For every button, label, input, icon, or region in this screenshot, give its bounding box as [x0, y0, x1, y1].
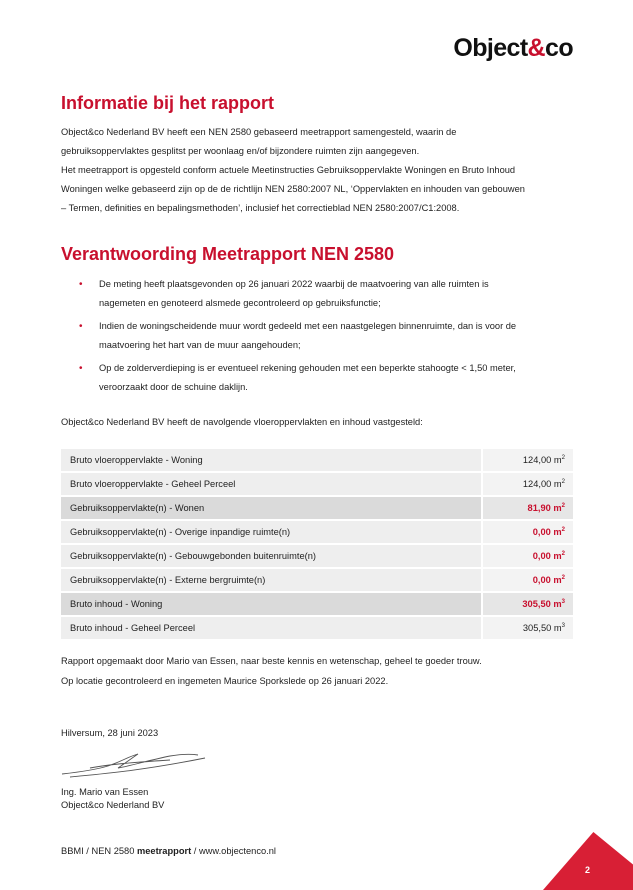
page-number: 2 — [584, 865, 590, 875]
row-value: 124,00 $m^2$ — [481, 473, 573, 495]
info-paragraph-1: Object&co Nederland BV heeft een NEN 2580 gebaseerd meetrapport samengesteld, waarin de gebruiksoppervlaktes gesplitst per woonlaag en/of bijzondere ruimten zijn aangegeven. — [61, 127, 457, 156]
page-footer: BBMI / NEN 2580 meetrapport / www.objectenco.nl — [61, 846, 276, 856]
row-value: 305,50 $m^3$ — [481, 617, 573, 639]
table-intro: Object&co Nederland BV heeft de navolgende vloeroppervlakten en inhoud vastgesteld: — [61, 417, 423, 427]
row-label: Bruto vloeroppervlakte - Geheel Perceel — [61, 473, 481, 495]
signatory-company: Object&co Nederland BV — [61, 800, 165, 810]
corner-decoration — [543, 832, 633, 890]
bullet-icon: • — [79, 321, 83, 332]
row-value: 0,00 $m^2$ — [481, 521, 573, 543]
table-row — [61, 545, 573, 567]
row-label: Gebruiksoppervlakte(n) - Externe bergruimte(n) — [61, 569, 481, 591]
info-paragraph-2: Het meetrapport is opgesteld conform actuele Meetinstructies Gebruiksoppervlakte Woningen en Bruto Inhoud Woningen welke gebaseerd zijn op de de richtlijn NEN 2580:2007 NL, ‘Oppervlakten en inhouden van gebouwen – Termen, definities en bepalingsmethoden’, inclusief het correctieblad NEN 2580:2007/C1:2008. — [61, 165, 525, 213]
row-label: Gebruiksoppervlakte(n) - Overige inpandige ruimte(n) — [61, 521, 481, 543]
bullet-icon: • — [79, 279, 83, 290]
row-label: Bruto vloeroppervlakte - Woning — [61, 449, 481, 471]
row-value: 124,00 $m^2$ — [481, 449, 573, 471]
section-title-verantwoording: Verantwoording Meetrapport NEN 2580 — [61, 244, 395, 264]
company-logo: Object&co — [453, 34, 573, 62]
row-value: 0,00 $m^2$ — [481, 569, 573, 591]
table-row — [61, 593, 573, 615]
row-value: 0,00 $m^2$ — [481, 545, 573, 567]
bullet-icon: • — [79, 363, 83, 374]
section-title-info: Informatie bij het rapport — [61, 93, 275, 113]
row-label: Bruto inhoud - Woning — [61, 593, 481, 615]
row-value: 305,50 $m^3$ — [481, 593, 573, 615]
place-date: Hilversum, 28 juni 2023 — [61, 728, 159, 738]
bullet-item: • Op de zolderverdieping is er eventueel rekening gehouden met een beperkte stahoogte < 1,50 meter, veroorzaakt door de schuine daklijn. — [61, 359, 531, 397]
closing-line-1: Rapport opgemaakt door Mario van Essen, naar beste kennis en wetenschap, geheel te goeder trouw. — [61, 656, 482, 666]
row-label: Gebruiksoppervlakte(n) - Gebouwgebonden buitenruimte(n) — [61, 545, 481, 567]
table-row — [61, 473, 573, 495]
table-row — [61, 521, 573, 543]
bullet-list — [61, 275, 531, 401]
table-row — [61, 497, 573, 519]
signatory-name: Ing. Mario van Essen — [61, 787, 149, 797]
closing-line-2: Op locatie gecontroleerd en ingemeten Maurice Sporkslede op 26 januari 2022. — [61, 676, 389, 686]
row-value: 81,90 $m^2$ — [481, 497, 573, 519]
row-label: Gebruiksoppervlakte(n) - Wonen — [61, 497, 481, 519]
bullet-item: • Indien de woningscheidende muur wordt gedeeld met een naastgelegen binnenruimte, dan is voor de maatvoering het hart van de muur aangehouden; — [61, 317, 531, 355]
area-table — [61, 447, 573, 641]
signature-image — [60, 744, 210, 784]
bullet-item: • De meting heeft plaatsgevonden op 26 januari 2022 waarbij de maatvoering van alle ruimten is nagemeten en genoteerd alsmede gecontroleerd op gebruiksfunctie; — [61, 275, 531, 313]
table-row — [61, 569, 573, 591]
table-row — [61, 617, 573, 639]
table-row — [61, 449, 573, 471]
row-label: Bruto inhoud - Geheel Perceel — [61, 617, 481, 639]
